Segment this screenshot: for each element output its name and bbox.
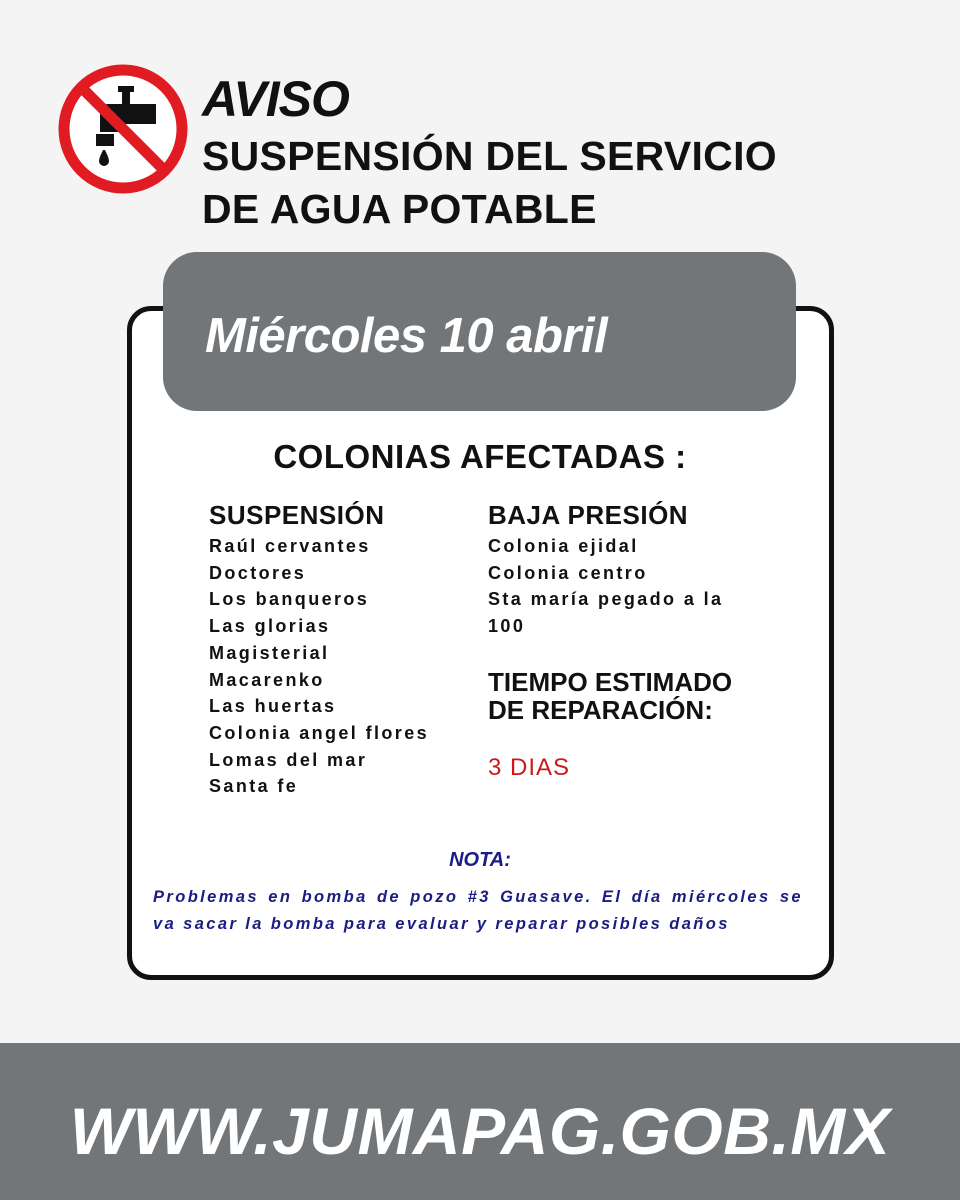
notice-title-line-1: SUSPENSIÓN DEL SERVICIO — [202, 133, 777, 179]
nota-label: NOTA: — [449, 849, 511, 871]
nota-text: Problemas en bomba de pozo #3 Guasave. El día miércoles se va sacar la bomba para evaluar y reparar posibles daños — [153, 888, 803, 933]
list-item: Las huertas — [209, 696, 337, 717]
tiempo-line-2: DE REPARACIÓN: — [488, 695, 713, 725]
suspension-list — [209, 533, 429, 800]
list-item: Sta maría pegado a la — [488, 589, 724, 610]
list-item: Colonia ejidal — [488, 536, 639, 556]
tiempo-estimado-heading — [488, 668, 732, 724]
list-item: Lomas del mar — [209, 749, 368, 770]
baja-presion-column — [488, 502, 723, 640]
date-label: Miércoles 10 abril — [205, 309, 608, 363]
tiempo-line-1: TIEMPO ESTIMADO — [488, 667, 733, 697]
suspension-heading: SUSPENSIÓN — [209, 500, 385, 530]
notice-title-line-2: DE AGUA POTABLE — [202, 186, 597, 232]
list-item: Colonia centro — [488, 562, 648, 583]
suspension-column — [209, 502, 429, 800]
baja-presion-list — [488, 533, 723, 640]
list-item: Los banqueros — [209, 589, 370, 610]
list-item: Las glorias — [209, 616, 331, 637]
list-item: Magisterial — [209, 642, 330, 663]
list-item: Colonia angel flores — [209, 722, 430, 743]
list-item: Macarenko — [209, 669, 325, 690]
aviso-title: AVISO — [202, 71, 349, 127]
no-water-tap-icon — [56, 62, 190, 196]
website-link[interactable]: WWW.JUMAPAG.GOB.MX — [69, 1094, 891, 1168]
list-item: Raúl cervantes — [209, 536, 371, 556]
repair-time-value: 3 DIAS — [488, 754, 571, 781]
list-item: Santa fe — [209, 776, 299, 797]
colonias-afectadas-heading: COLONIAS AFECTADAS : — [273, 438, 687, 475]
baja-presion-heading: BAJA PRESIÓN — [488, 500, 689, 530]
list-item: Doctores — [209, 562, 307, 583]
list-item: 100 — [488, 616, 526, 637]
